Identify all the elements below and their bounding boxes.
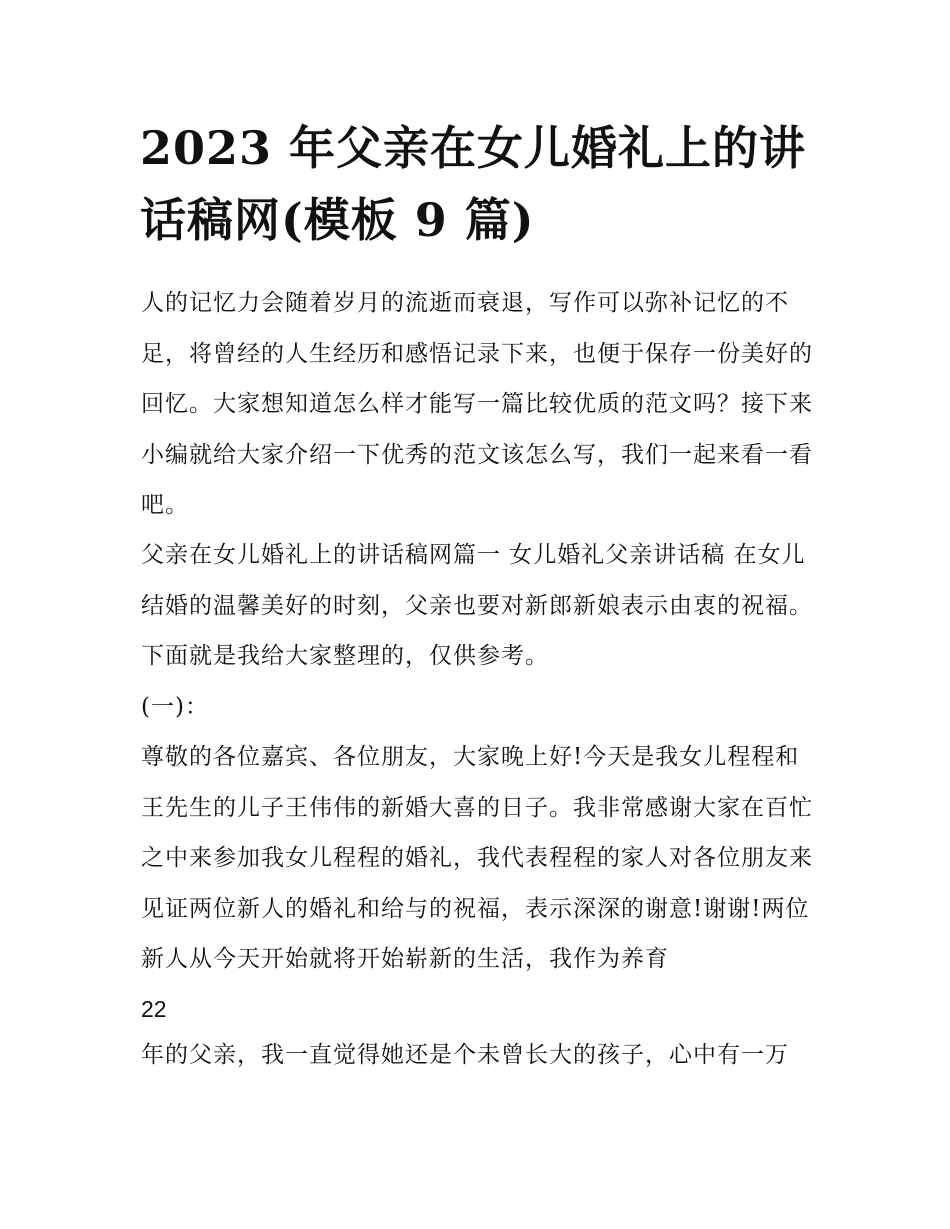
speech-paragraph: 尊敬的各位嘉宾、各位朋友，大家晚上好!今天是我女儿程程和王先生的儿子王伟伟的新婚大喜的日子。我非常感谢大家在百忙之中来参加我女儿程程的婚礼，我代表程程的家人对各位朋友来见证两位新人的婚礼和给与的祝福，表示深深的谢意!谢谢!两位新人从今天开始就将开始崭新的生活，我作为养育 xyxy=(141,744,813,972)
subsection-marker: (一)： xyxy=(141,694,209,720)
document-title: 2023 年父亲在女儿婚礼上的讲话稿网(模板 9 篇) xyxy=(140,121,807,247)
continuation-paragraph: 年的父亲，我一直觉得她还是个未曾长大的孩子，心中有一万 xyxy=(141,1042,789,1068)
intro-paragraph: 人的记忆力会随着岁月的流逝而衰退，写作可以弥补记忆的不足，将曾经的人生经历和感悟记录下来，也便于保存一份美好的回忆。大家想知道怎么样才能写一篇比较优质的范文吗？接下来小编就给大家介绍一下优秀的范文该怎么写，我们一起来看一看吧。 xyxy=(141,290,813,518)
age-number: 22 xyxy=(141,996,167,1022)
section-one-paragraph: 父亲在女儿婚礼上的讲话稿网篇一 女儿婚礼父亲讲话稿 在女儿结婚的温馨美好的时刻，父亲也要对新郎新娘表示由衷的祝福。下面就是我给大家整理的，仅供参考。 xyxy=(141,542,813,669)
